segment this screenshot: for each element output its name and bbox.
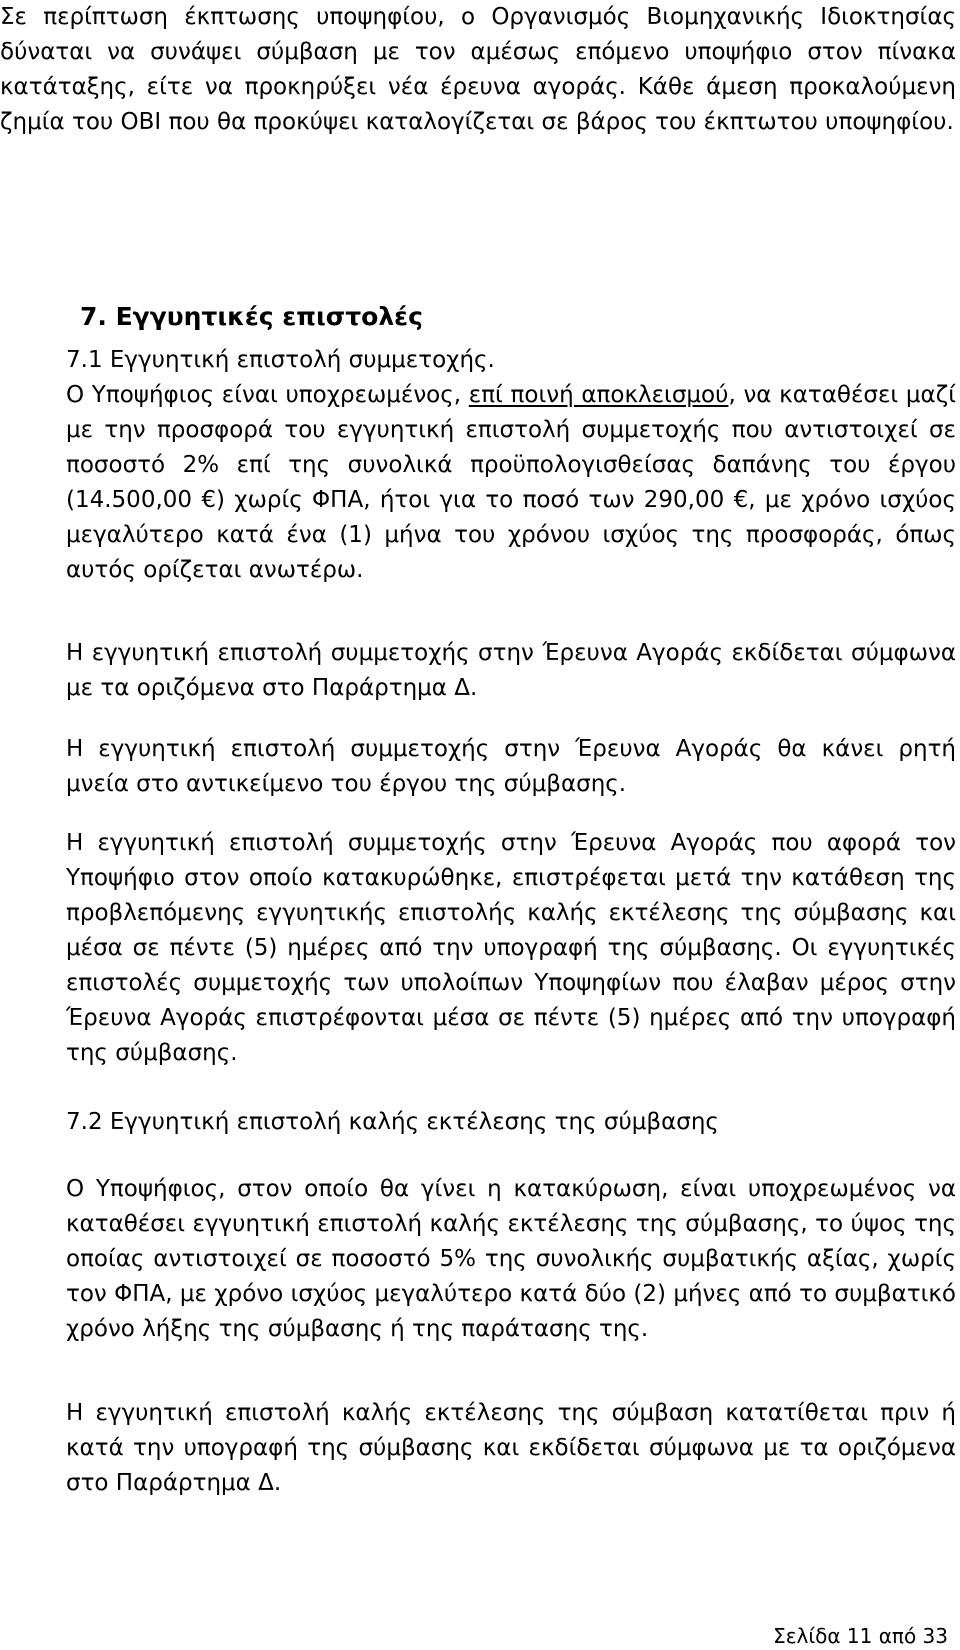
paragraph-text-end: , να καταθέσει μαζί με την προσφορά του εγγυητική επιστολή συμμετοχής που αντιστοιχεί σε ποσοστό 2% επί της συνολικά προϋπολογισθείσας δαπάνης του έργου (14.500,00 €) χωρίς ΦΠΑ, ήτοι για το ποσό των 290,00 €, με χρόνο ισχύος μεγαλύτερο κατά ένα (1) μήνα του χρόνου ισχύος της προσφοράς, όπως αυτός ορίζεται ανωτέρω. bbox=[66, 382, 956, 583]
penalty-clause-underlined: επί ποινή αποκλεισμού bbox=[468, 382, 729, 408]
subsection-1-title: 7.1 Εγγυητική επιστολή συμμετοχής. bbox=[66, 347, 495, 373]
subsection-1-paragraph-1 bbox=[66, 378, 956, 588]
paragraph-text-start: Ο Υποψήφιος είναι υποχρεωμένος, bbox=[66, 382, 469, 408]
subsection-2-paragraph-2: Η εγγυητική επιστολή καλής εκτέλεσης της σύμβαση κατατίθεται πριν ή κατά την υπογραφή της σύμβασης και εκδίδεται σύμφωνα με τα οριζόμενα στο Παράρτημα Δ. bbox=[66, 1400, 956, 1496]
intro-paragraph: Σε περίπτωση έκπτωσης υποψηφίου, ο Οργανισμός Βιομηχανικής Ιδιοκτησίας δύναται να συνάψει σύμβαση με τον αμέσως επόμενο υποψήφιο στον πίνακα κατάταξης, είτε να προκηρύξει νέα έρευνα αγοράς. Κάθε άμεση προκαλούμενη ζημία του ΟΒΙ που θα προκύψει καταλογίζεται σε βάρος του έκπτωτου υποψηφίου. bbox=[0, 4, 956, 135]
page-number-footer: Σελίδα 11 από 33 bbox=[773, 1624, 948, 1648]
subsection-1-paragraph-4: Η εγγυητική επιστολή συμμετοχής στην Έρευνα Αγοράς που αφορά τον Υποψήφιο στον οποίο κατακυρώθηκε, επιστρέφεται μετά την κατάθεση της προβλεπόμενης εγγυητικής επιστολής καλής εκτέλεσης της σύμβασης και μέσα σε πέντε (5) ημέρες από την υπογραφή της σύμβασης. Οι εγγυητικές επιστολές συμμετοχής των υπολοίπων Υποψηφίων που έλαβαν μέρος στην Έρευνα Αγοράς επιστρέφονται μέσα σε πέντε (5) ημέρες από την υπογραφή της σύμβασης. bbox=[66, 830, 956, 1066]
subsection-1-paragraph-2: Η εγγυητική επιστολή συμμετοχής στην Έρευνα Αγοράς εκδίδεται σύμφωνα με τα οριζόμενα στο Παράρτημα Δ. bbox=[66, 640, 956, 701]
subsection-2-paragraph-1: Ο Υποψήφιος, στον οποίο θα γίνει η κατακύρωση, είναι υποχρεωμένος να καταθέσει εγγυητική επιστολή καλής εκτέλεσης της σύμβασης, το ύψος της οποίας αντιστοιχεί σε ποσοστό 5% της συνολικής συμβατικής αξίας, χωρίς τον ΦΠΑ, με χρόνο ισχύος μεγαλύτερο κατά δύο (2) μήνες από το συμβατικό χρόνο λήξης της σύμβασης ή της παράτασης της. bbox=[66, 1176, 956, 1342]
subsection-2-title: 7.2 Εγγυητική επιστολή καλής εκτέλεσης της σύμβασης bbox=[66, 1109, 719, 1135]
section-heading: 7. Εγγυητικές επιστολές bbox=[80, 302, 423, 331]
subsection-1-paragraph-3: Η εγγυητική επιστολή συμμετοχής στην Έρευνα Αγοράς θα κάνει ρητή μνεία στο αντικείμενο του έργου της σύμβασης. bbox=[66, 736, 956, 797]
